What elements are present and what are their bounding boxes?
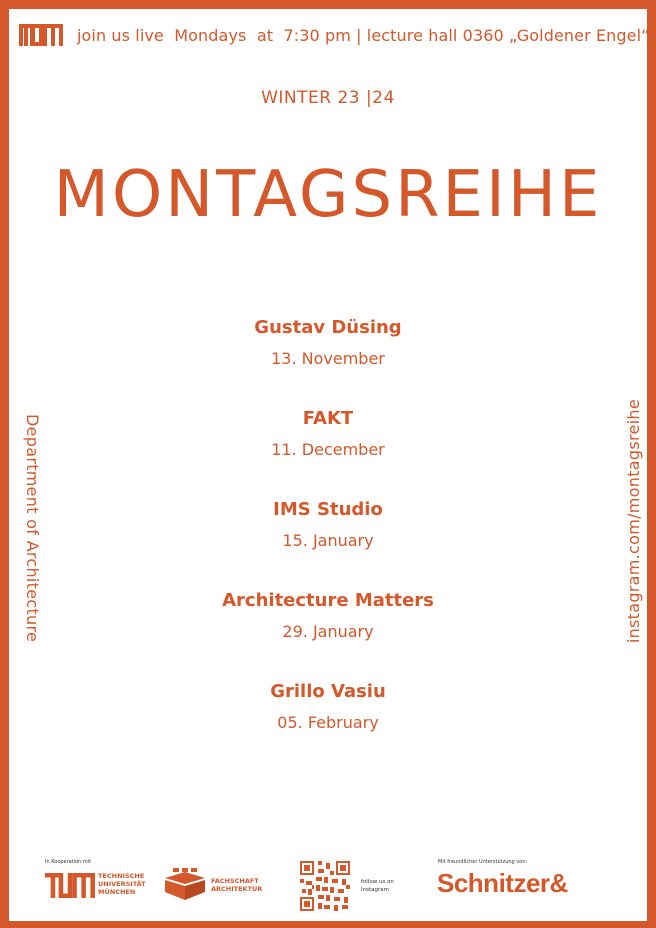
season-label: WINTER 23 |24 <box>261 88 395 108</box>
sponsor-logo: Schnitzer& <box>437 868 568 898</box>
event-name: Architecture Matters <box>222 590 434 611</box>
follow-instagram-label: follow us on Instagram <box>361 879 394 893</box>
event-name: Grillo Vasiu <box>270 681 386 702</box>
qr-code-icon[interactable] <box>300 861 350 911</box>
event-name: FAKT <box>302 408 354 429</box>
event-date: 15. January <box>282 531 374 550</box>
footer <box>9 857 647 917</box>
tum-name: TECHNISCHE UNIVERSITÄT MÜNCHEN <box>98 872 146 896</box>
tum-footer-logo-icon <box>45 873 95 898</box>
list-item <box>9 498 647 589</box>
event-list <box>9 316 647 771</box>
list-item <box>9 407 647 498</box>
list-item <box>9 680 647 771</box>
event-date: 13. November <box>271 349 385 368</box>
event-name: Gustav Düsing <box>254 317 402 338</box>
instagram-link[interactable]: instagram.com/montagsreihe <box>624 399 643 644</box>
event-date: 29. January <box>282 622 374 641</box>
header-text: join us live Mondays at 7:30 pm | lecture hall 0360 „Goldener Engel“ <box>77 25 650 45</box>
list-item <box>9 316 647 407</box>
coop-label: In Kooperation mit <box>45 859 92 865</box>
event-date: 05. February <box>277 713 379 732</box>
header-bar <box>19 17 650 53</box>
event-date: 11. December <box>271 440 385 459</box>
event-name: IMS Studio <box>273 499 383 520</box>
fachschaft-name: FACHSCHAFT ARCHITEKTUR <box>211 877 263 893</box>
list-item <box>9 589 647 680</box>
fachschaft-logo-icon <box>165 866 205 900</box>
department-label: Department of Architecture <box>23 414 42 643</box>
support-label: Mit freundlicher Unterstützung von: <box>438 859 528 865</box>
page-title: MONTAGSREIHE <box>53 158 603 232</box>
tum-logo-icon <box>19 24 63 46</box>
